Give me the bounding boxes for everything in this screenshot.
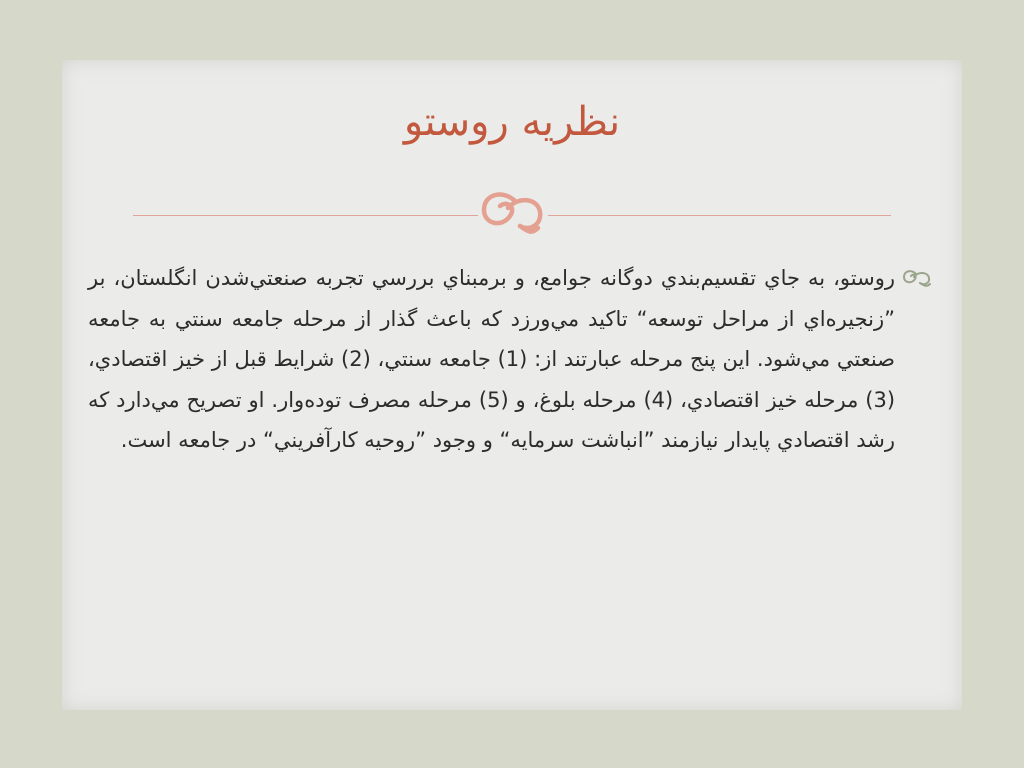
title-divider-right	[548, 215, 891, 216]
slide-title: نظريه روستو	[403, 99, 621, 145]
slide-body-paragraph: روستو، به جاي تقسيم‌بندي دوگانه جوامع، و برمبناي بررسي تجربه صنعتي‌شدن انگلستان، بر ”زنجيره‌اي از مراحل توسعه“ تاكيد مي‌ورزد كه باعث گذار از مرحله جامعه سنتي به جامعه صنعتي مي‌شود. اين پنج مرحله عبارتند از: (1) جامعه سنتي، (2) شرايط قبل از خيز اقتصادي، (3) مرحله خيز اقتصادي، (4) مرحله بلوغ، و (5) مرحله مصرف توده‌وار. او تصريح مي‌دارد كه رشد اقتصادي پايدار نيازمند ”انباشت سرمايه“ و وجود ”روحيه كارآفريني“ در جامعه است.	[88, 266, 896, 452]
title-divider-left	[133, 215, 478, 216]
fleuron-ornament-icon	[478, 188, 548, 238]
fleuron-bullet-icon	[902, 268, 934, 288]
